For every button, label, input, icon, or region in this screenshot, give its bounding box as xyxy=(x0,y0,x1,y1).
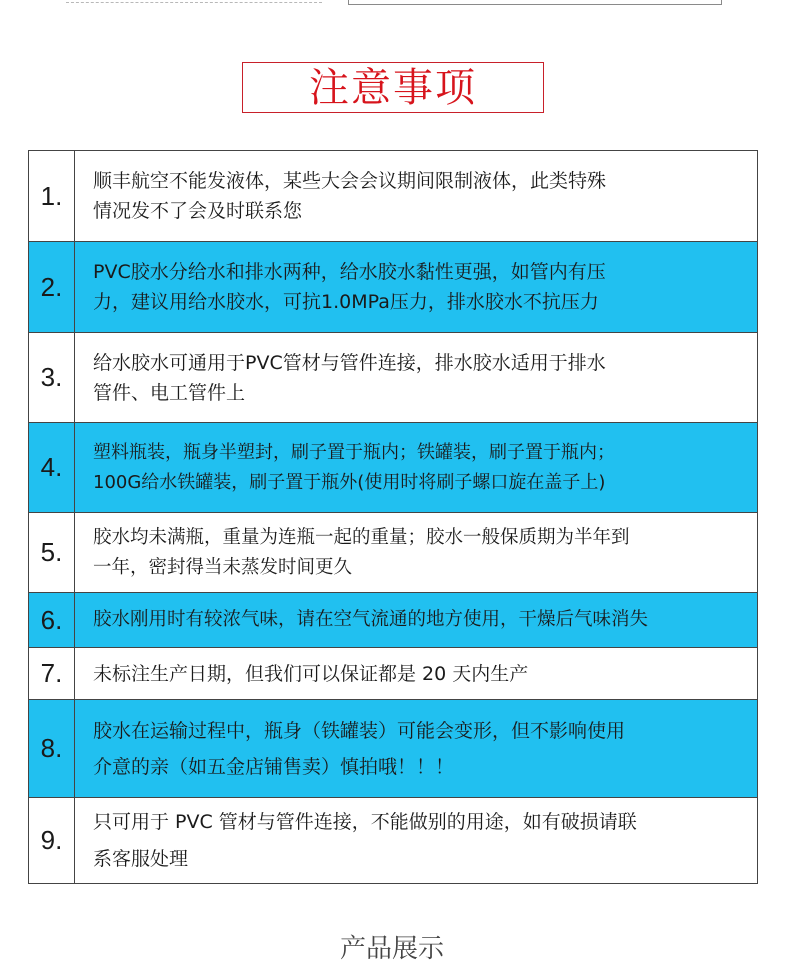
note-number: 7. xyxy=(29,648,75,699)
note-row-9 xyxy=(29,797,757,883)
note-text xyxy=(75,798,757,883)
note-text xyxy=(75,242,757,332)
title-box xyxy=(242,62,544,113)
note-line: 力，建议用给水胶水，可抗1.0MPa压力，排水胶水不抗压力 xyxy=(93,291,599,313)
note-row-2 xyxy=(29,241,757,332)
note-number: 8. xyxy=(29,700,75,797)
note-row-3 xyxy=(29,332,757,422)
note-line: 管件、电工管件上 xyxy=(93,381,246,404)
note-text xyxy=(75,513,757,592)
note-text xyxy=(75,648,757,699)
note-line: 系客服处理 xyxy=(93,847,189,870)
notes-table xyxy=(28,150,758,884)
note-text xyxy=(75,593,757,647)
next-section-heading: 产品展示 xyxy=(340,934,445,964)
note-line: 胶水均未满瓶，重量为连瓶一起的重量；胶水一般保质期为半年到 xyxy=(93,526,630,548)
note-row-8 xyxy=(29,699,757,797)
note-text xyxy=(75,333,757,422)
note-number: 4. xyxy=(29,423,75,512)
note-line: 塑料瓶装，瓶身半塑封，刷子置于瓶内；铁罐装，刷子置于瓶内； xyxy=(93,441,615,463)
note-line: 100G给水铁罐装，刷子置于瓶外(使用时将刷子螺口旋在盖子上) xyxy=(93,471,606,493)
note-line: 未标注生产日期，但我们可以保证都是 20 天内生产 xyxy=(93,662,529,685)
note-number: 3. xyxy=(29,333,75,422)
note-text xyxy=(75,423,757,512)
top-frame xyxy=(348,0,722,5)
note-text xyxy=(75,151,757,241)
note-number: 2. xyxy=(29,242,75,332)
note-line: PVC胶水分给水和排水两种，给水胶水黏性更强，如管内有压 xyxy=(93,261,606,283)
note-number: 6. xyxy=(29,593,75,647)
note-line: 胶水在运输过程中，瓶身（铁罐装）可能会变形，但不影响使用 xyxy=(93,719,626,742)
note-number: 1. xyxy=(29,151,75,241)
top-divider xyxy=(66,2,322,3)
note-row-5 xyxy=(29,512,757,592)
note-row-6 xyxy=(29,592,757,647)
note-line: 只可用于 PVC 管材与管件连接，不能做别的用途，如有破损请联 xyxy=(93,810,637,833)
note-row-4 xyxy=(29,422,757,512)
note-line: 顺丰航空不能发液体，某些大会会议期间限制液体，此类特殊 xyxy=(93,170,607,192)
page-title: 注意事项 xyxy=(309,64,477,111)
note-line: 情况发不了会及时联系您 xyxy=(93,200,303,222)
note-line: 一年，密封得当未蒸发时间更久 xyxy=(93,556,353,578)
note-text xyxy=(75,700,757,797)
note-number: 5. xyxy=(29,513,75,592)
note-number: 9. xyxy=(29,798,75,883)
note-row-1 xyxy=(29,151,757,241)
note-line: 给水胶水可通用于PVC管材与管件连接，排水胶水适用于排水 xyxy=(93,351,606,374)
note-line: 胶水刚用时有较浓气味，请在空气流通的地方使用，干燥后气味消失 xyxy=(93,609,649,630)
note-row-7 xyxy=(29,647,757,699)
note-line: 介意的亲（如五金店铺售卖）慎拍哦！！！ xyxy=(93,755,455,778)
